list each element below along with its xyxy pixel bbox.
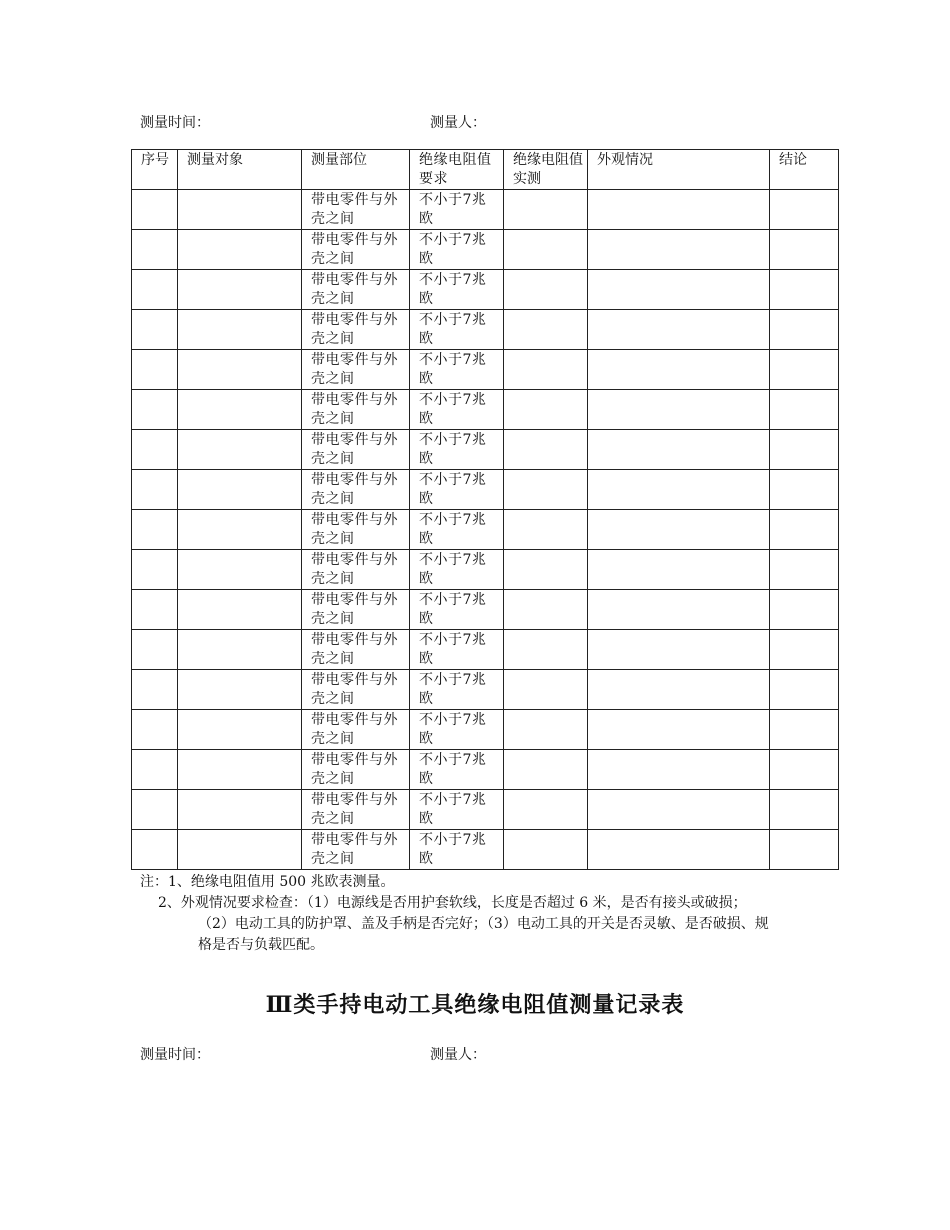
col-conclusion-header: 结论	[770, 150, 839, 190]
cell-index	[132, 510, 178, 550]
cell-requirement: 不小于7兆欧	[410, 310, 504, 350]
cell-object	[178, 830, 302, 870]
col-part-header: 测量部位	[302, 150, 410, 190]
cell-requirement: 不小于7兆欧	[410, 590, 504, 630]
cell-appearance	[588, 470, 770, 510]
cell-measured	[504, 590, 588, 630]
cell-conclusion	[770, 830, 839, 870]
measurer-label: 测量人：	[430, 115, 486, 131]
cell-measured	[504, 790, 588, 830]
cell-index	[132, 310, 178, 350]
cell-part: 带电零件与外壳之间	[302, 350, 410, 390]
cell-appearance	[588, 310, 770, 350]
cell-requirement: 不小于7兆欧	[410, 190, 504, 230]
cell-appearance	[588, 350, 770, 390]
cell-measured	[504, 270, 588, 310]
table-row	[132, 590, 839, 630]
cell-requirement: 不小于7兆欧	[410, 670, 504, 710]
cell-part: 带电零件与外壳之间	[302, 470, 410, 510]
cell-appearance	[588, 670, 770, 710]
cell-appearance	[588, 830, 770, 870]
cell-part: 带电零件与外壳之间	[302, 430, 410, 470]
note-1: 注：1、绝缘电阻值用 500 兆欧表测量。	[140, 874, 395, 890]
cell-measured	[504, 670, 588, 710]
table-row	[132, 470, 839, 510]
measurer-label: 测量人：	[430, 1047, 486, 1063]
cell-requirement: 不小于7兆欧	[410, 430, 504, 470]
cell-conclusion	[770, 310, 839, 350]
cell-conclusion	[770, 750, 839, 790]
col-requirement-header: 绝缘电阻值要求	[410, 150, 504, 190]
table-row	[132, 790, 839, 830]
cell-part: 带电零件与外壳之间	[302, 670, 410, 710]
section-title: Ⅲ类手持电动工具绝缘电阻值测量记录表	[265, 992, 685, 1018]
cell-appearance	[588, 630, 770, 670]
cell-index	[132, 230, 178, 270]
cell-measured	[504, 310, 588, 350]
cell-index	[132, 750, 178, 790]
cell-measured	[504, 750, 588, 790]
cell-part: 带电零件与外壳之间	[302, 790, 410, 830]
col-index-header: 序号	[132, 150, 178, 190]
cell-object	[178, 790, 302, 830]
cell-index	[132, 670, 178, 710]
cell-measured	[504, 230, 588, 270]
cell-conclusion	[770, 230, 839, 270]
table-row	[132, 510, 839, 550]
cell-object	[178, 670, 302, 710]
cell-object	[178, 230, 302, 270]
cell-index	[132, 190, 178, 230]
note-2: 2、外观情况要求检查：（1）电源线是否用护套软线，长度是否超过 6 米，是否有接头或破损；	[158, 895, 747, 911]
cell-appearance	[588, 430, 770, 470]
cell-measured	[504, 830, 588, 870]
note-2-continued-end: 格是否与负载匹配。	[198, 937, 324, 953]
cell-part: 带电零件与外壳之间	[302, 230, 410, 270]
cell-appearance	[588, 750, 770, 790]
cell-index	[132, 430, 178, 470]
cell-requirement: 不小于7兆欧	[410, 830, 504, 870]
table-row	[132, 710, 839, 750]
cell-measured	[504, 550, 588, 590]
header-bottom	[140, 1045, 840, 1065]
cell-object	[178, 430, 302, 470]
cell-conclusion	[770, 630, 839, 670]
col-measured-header: 绝缘电阻值实测	[504, 150, 588, 190]
cell-conclusion	[770, 350, 839, 390]
note-2-continued: （2）电动工具的防护罩、盖及手柄是否完好；（3）电动工具的开关是否灵敏、是否破损、规	[198, 916, 769, 932]
cell-object	[178, 270, 302, 310]
col-appearance-header: 外观情况	[588, 150, 770, 190]
cell-measured	[504, 190, 588, 230]
cell-requirement: 不小于7兆欧	[410, 470, 504, 510]
cell-conclusion	[770, 550, 839, 590]
cell-conclusion	[770, 670, 839, 710]
cell-index	[132, 830, 178, 870]
cell-requirement: 不小于7兆欧	[410, 390, 504, 430]
cell-conclusion	[770, 790, 839, 830]
cell-conclusion	[770, 470, 839, 510]
table-row	[132, 550, 839, 590]
cell-part: 带电零件与外壳之间	[302, 310, 410, 350]
table-body	[132, 190, 839, 870]
cell-index	[132, 470, 178, 510]
cell-appearance	[588, 790, 770, 830]
cell-measured	[504, 630, 588, 670]
cell-conclusion	[770, 510, 839, 550]
record-table	[131, 149, 839, 870]
table-row	[132, 230, 839, 270]
cell-measured	[504, 390, 588, 430]
cell-part: 带电零件与外壳之间	[302, 630, 410, 670]
cell-index	[132, 710, 178, 750]
cell-part: 带电零件与外壳之间	[302, 750, 410, 790]
cell-part: 带电零件与外壳之间	[302, 510, 410, 550]
table-row	[132, 830, 839, 870]
cell-part: 带电零件与外壳之间	[302, 190, 410, 230]
cell-measured	[504, 510, 588, 550]
cell-object	[178, 310, 302, 350]
table-row	[132, 430, 839, 470]
cell-object	[178, 630, 302, 670]
cell-conclusion	[770, 270, 839, 310]
cell-requirement: 不小于7兆欧	[410, 350, 504, 390]
cell-object	[178, 390, 302, 430]
table-row	[132, 630, 839, 670]
cell-conclusion	[770, 590, 839, 630]
cell-appearance	[588, 390, 770, 430]
cell-part: 带电零件与外壳之间	[302, 270, 410, 310]
cell-part: 带电零件与外壳之间	[302, 390, 410, 430]
cell-part: 带电零件与外壳之间	[302, 550, 410, 590]
cell-index	[132, 790, 178, 830]
cell-part: 带电零件与外壳之间	[302, 710, 410, 750]
cell-conclusion	[770, 430, 839, 470]
cell-conclusion	[770, 390, 839, 430]
cell-appearance	[588, 550, 770, 590]
col-object-header: 测量对象	[178, 150, 302, 190]
cell-appearance	[588, 710, 770, 750]
header-top	[140, 113, 840, 133]
cell-object	[178, 590, 302, 630]
cell-object	[178, 190, 302, 230]
cell-requirement: 不小于7兆欧	[410, 270, 504, 310]
cell-conclusion	[770, 190, 839, 230]
table-row	[132, 670, 839, 710]
cell-measured	[504, 710, 588, 750]
table-row	[132, 350, 839, 390]
cell-object	[178, 710, 302, 750]
cell-object	[178, 550, 302, 590]
cell-measured	[504, 350, 588, 390]
cell-requirement: 不小于7兆欧	[410, 790, 504, 830]
notes	[140, 872, 830, 956]
cell-appearance	[588, 590, 770, 630]
measure-time-label: 测量时间：	[140, 1047, 210, 1063]
cell-requirement: 不小于7兆欧	[410, 630, 504, 670]
cell-index	[132, 630, 178, 670]
cell-requirement: 不小于7兆欧	[410, 710, 504, 750]
table-row	[132, 390, 839, 430]
cell-index	[132, 390, 178, 430]
cell-appearance	[588, 230, 770, 270]
cell-measured	[504, 430, 588, 470]
cell-index	[132, 550, 178, 590]
cell-object	[178, 350, 302, 390]
cell-part: 带电零件与外壳之间	[302, 590, 410, 630]
cell-appearance	[588, 510, 770, 550]
table-row	[132, 270, 839, 310]
cell-object	[178, 750, 302, 790]
table-row	[132, 750, 839, 790]
table-row	[132, 310, 839, 350]
cell-index	[132, 270, 178, 310]
cell-requirement: 不小于7兆欧	[410, 550, 504, 590]
cell-object	[178, 510, 302, 550]
cell-appearance	[588, 270, 770, 310]
cell-part: 带电零件与外壳之间	[302, 830, 410, 870]
cell-object	[178, 470, 302, 510]
cell-index	[132, 350, 178, 390]
table-row	[132, 190, 839, 230]
measure-time-label: 测量时间：	[140, 115, 210, 131]
cell-conclusion	[770, 710, 839, 750]
cell-index	[132, 590, 178, 630]
table-header-row	[132, 150, 839, 190]
cell-appearance	[588, 190, 770, 230]
cell-requirement: 不小于7兆欧	[410, 510, 504, 550]
cell-measured	[504, 470, 588, 510]
cell-requirement: 不小于7兆欧	[410, 230, 504, 270]
cell-requirement: 不小于7兆欧	[410, 750, 504, 790]
